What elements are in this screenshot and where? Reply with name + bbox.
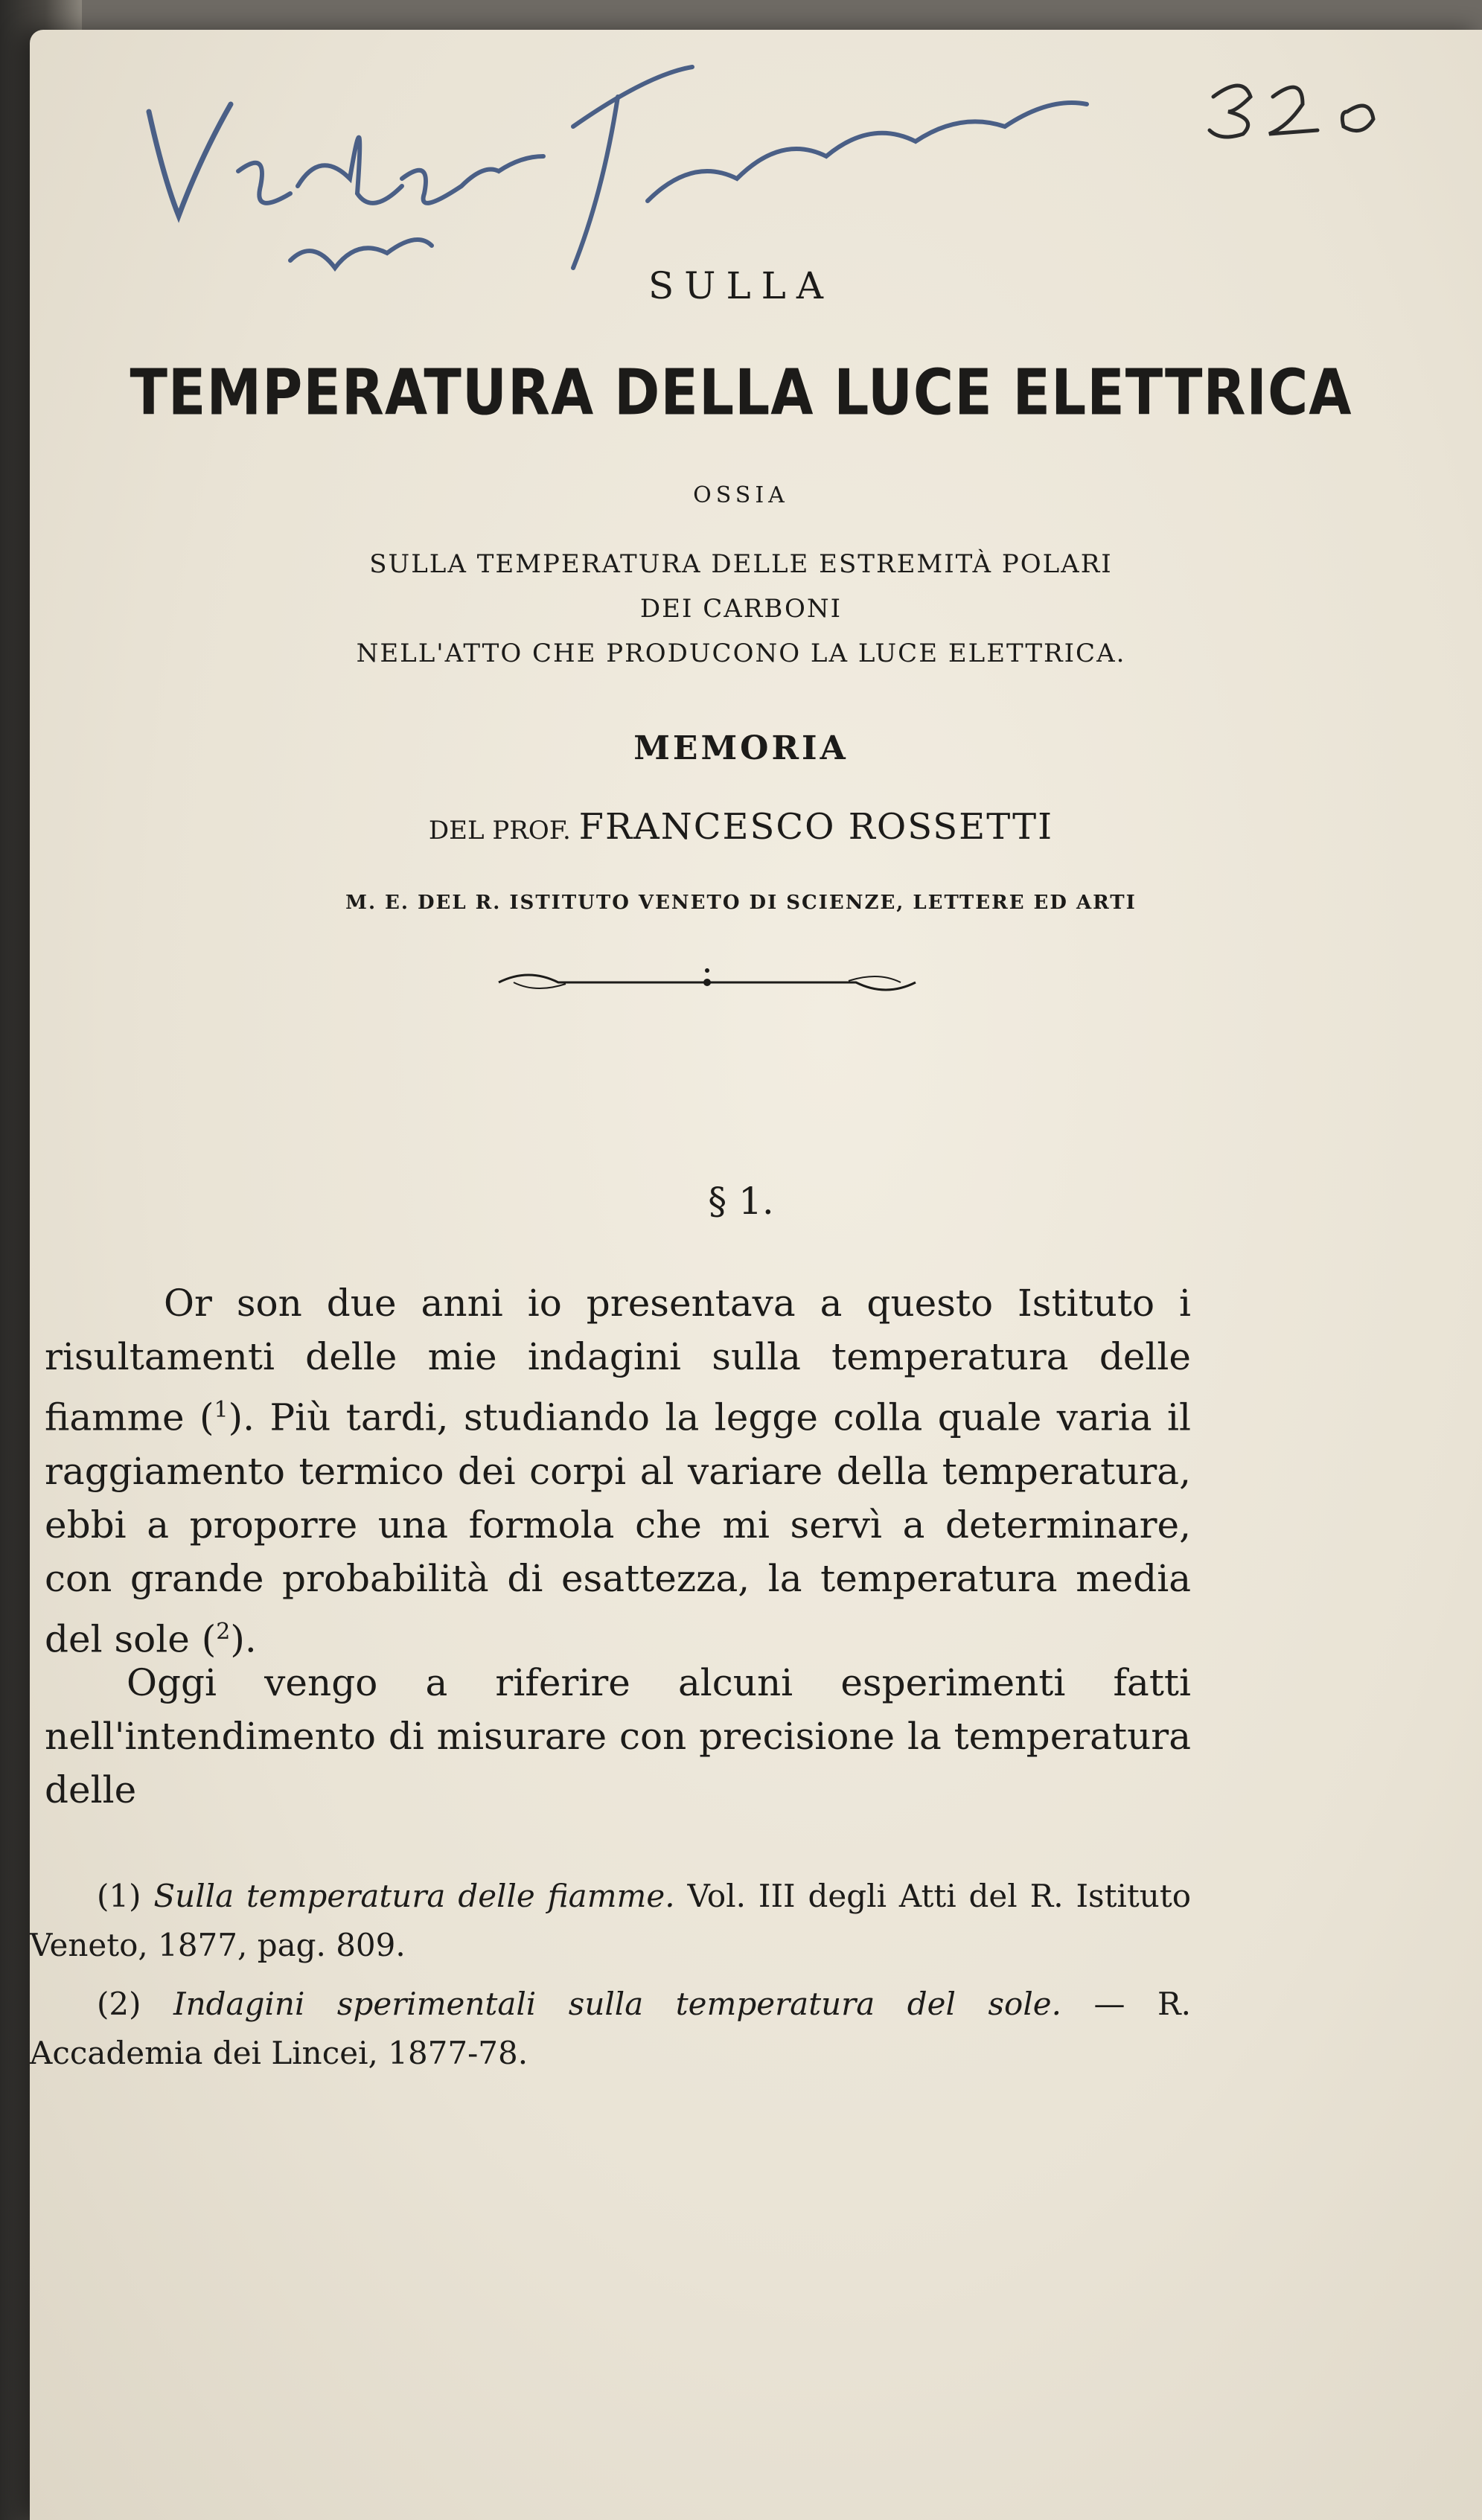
footnote-1 xyxy=(30,1872,1191,1970)
footnote-2-number: (2) xyxy=(97,1986,141,2022)
footnote-2-citation: — R. Accademia dei Lincei, 1877-78. xyxy=(30,1986,1191,2071)
main-title: TEMPERATURA DELLA LUCE ELETTRICA xyxy=(130,356,1352,430)
body-paragraph-1 xyxy=(45,1276,1191,1666)
footnote-1-number: (1) xyxy=(97,1878,141,1914)
p1-text-c: ). xyxy=(230,1617,257,1661)
footnote-ref-1: 1 xyxy=(214,1397,229,1423)
p1-text-a: Or son due anni io presentava a questo Istituto i risultamenti delle mie indagini sulla temperatura delle fiamme ( xyxy=(45,1282,1191,1439)
p1-text-b: ). Più tardi, studiando la legge colla quale varia il raggiamento termico dei corpi al variare della temperatura, ebbi a proporre una formola che mi servì a determinare, con grande probabilità di esattezza, la temperatura media del sole ( xyxy=(45,1395,1191,1661)
subtitle-line-2: DEI CARBONI xyxy=(639,594,843,624)
author-line xyxy=(0,806,1482,848)
section-heading: § 1. xyxy=(708,1180,774,1223)
memoria-heading: MEMORIA xyxy=(633,729,849,767)
author-name: FRANCESCO ROSSETTI xyxy=(578,806,1054,848)
footnote-2-title: Indagini sperimentali sulla temperatura del sole. xyxy=(173,1986,1061,2022)
footnote-1-citation: Vol. III degli Atti del R. Istituto Veneto, 1877, pag. 809. xyxy=(30,1878,1191,1963)
footnote-1-title: Sulla temperatura delle fiamme. xyxy=(153,1878,675,1914)
subtitle-line-1: SULLA TEMPERATURA DELLE ESTREMITÀ POLARI xyxy=(369,549,1113,579)
footnote-ref-2: 2 xyxy=(216,1618,231,1645)
ornament-divider xyxy=(484,960,930,1005)
author-prefix: DEL PROF. xyxy=(428,816,571,845)
institute-line: M. E. DEL R. ISTITUTO VENETO DI SCIENZE, LETTERE ED ARTI xyxy=(345,892,1137,914)
ossia-label: OSSIA xyxy=(693,482,789,508)
subtitle-line-3: NELL'ATTO CHE PRODUCONO LA LUCE ELETTRICA. xyxy=(356,639,1126,668)
body-paragraph-2: Oggi vengo a riferire alcuni esperimenti fatti nell'intendimento di misurare con precisione la temperatura delle xyxy=(45,1661,1191,1811)
sulla-heading: SULLA xyxy=(648,264,834,307)
footnote-2 xyxy=(30,1980,1191,2078)
handwritten-page-number xyxy=(1198,60,1392,149)
